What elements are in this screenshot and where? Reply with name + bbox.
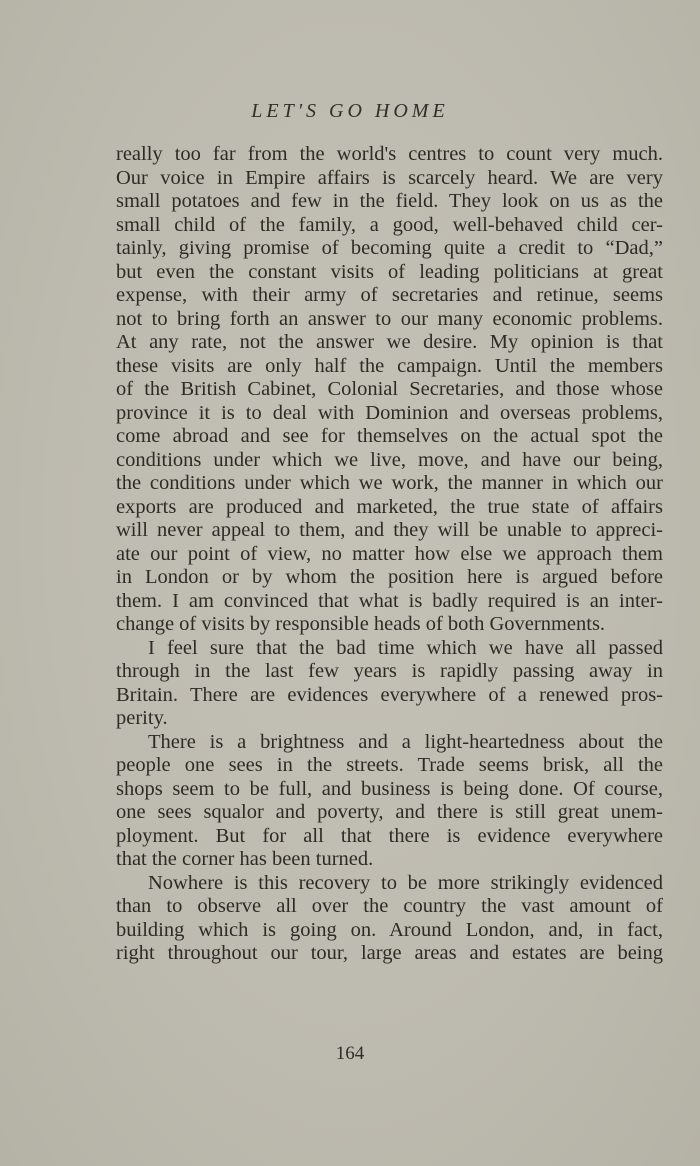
text-line: that the corner has been turned. <box>116 848 374 870</box>
text-line: one sees squalor and poverty, and there is still great unem- <box>116 801 663 823</box>
text-line: right throughout our tour, large areas and estates are being <box>116 942 663 964</box>
text-line: the conditions under which we work, the manner in which our <box>116 472 663 494</box>
body-text <box>116 143 663 966</box>
paragraph <box>116 143 663 637</box>
paragraph <box>116 731 663 872</box>
text-line: tainly, giving promise of becoming quite a credit to “Dad,” <box>116 237 663 259</box>
text-line: these visits are only half the campaign. Until the members <box>116 354 663 377</box>
text-line: ployment. But for all that there is evidence everywhere <box>116 824 663 847</box>
text-line: of the British Cabinet, Colonial Secretaries, and those whose <box>116 378 663 400</box>
text-line: them. I am convinced that what is badly required is an inter- <box>116 589 663 612</box>
page-number: 164 <box>335 1043 365 1064</box>
paragraph <box>116 637 663 731</box>
text-line: Our voice in Empire affairs is scarcely heard. We are very <box>116 166 663 189</box>
paragraph <box>116 872 663 966</box>
text-line: in London or by whom the position here is argued before <box>116 566 663 588</box>
text-line: than to observe all over the country the vast amount of <box>116 895 663 917</box>
text-line: will never appeal to them, and they will be unable to appreci- <box>116 519 663 541</box>
text-line: ate our point of view, no matter how else we approach them <box>116 542 663 565</box>
text-line: exports are produced and marketed, the true state of affairs <box>116 495 663 518</box>
text-line: small child of the family, a good, well-behaved child cer- <box>116 213 663 236</box>
text-line: building which is going on. Around London, and, in fact, <box>116 918 663 941</box>
text-line: There is a brightness and a light-heartedness about the <box>148 730 663 753</box>
text-line: small potatoes and few in the field. They look on us as the <box>116 190 663 212</box>
running-title: LET'S GO HOME <box>251 100 449 122</box>
text-line: through in the last few years is rapidly passing away in <box>116 660 663 682</box>
text-line: people one sees in the streets. Trade seems brisk, all the <box>116 754 663 776</box>
text-line: province it is to deal with Dominion and overseas problems, <box>116 401 663 424</box>
text-line: expense, with their army of secretaries and retinue, seems <box>116 284 663 306</box>
text-line: perity. <box>116 707 168 729</box>
text-line: shops seem to be full, and business is being done. Of course, <box>116 777 663 800</box>
text-line: I feel sure that the bad time which we have all passed <box>148 636 663 659</box>
text-line: but even the constant visits of leading politicians at great <box>116 260 663 283</box>
text-line: conditions under which we live, move, and have our being, <box>116 448 663 471</box>
text-line: come abroad and see for themselves on the actual spot the <box>116 425 663 447</box>
text-line: not to bring forth an answer to our many economic problems. <box>116 307 663 330</box>
text-line: At any rate, not the answer we desire. My opinion is that <box>116 331 663 353</box>
text-line: really too far from the world's centres to count very much. <box>116 143 663 165</box>
text-line: change of visits by responsible heads of both Governments. <box>116 613 606 635</box>
text-line: Britain. There are evidences everywhere of a renewed pros- <box>116 683 663 706</box>
text-line: Nowhere is this recovery to be more strikingly evidenced <box>148 871 663 894</box>
